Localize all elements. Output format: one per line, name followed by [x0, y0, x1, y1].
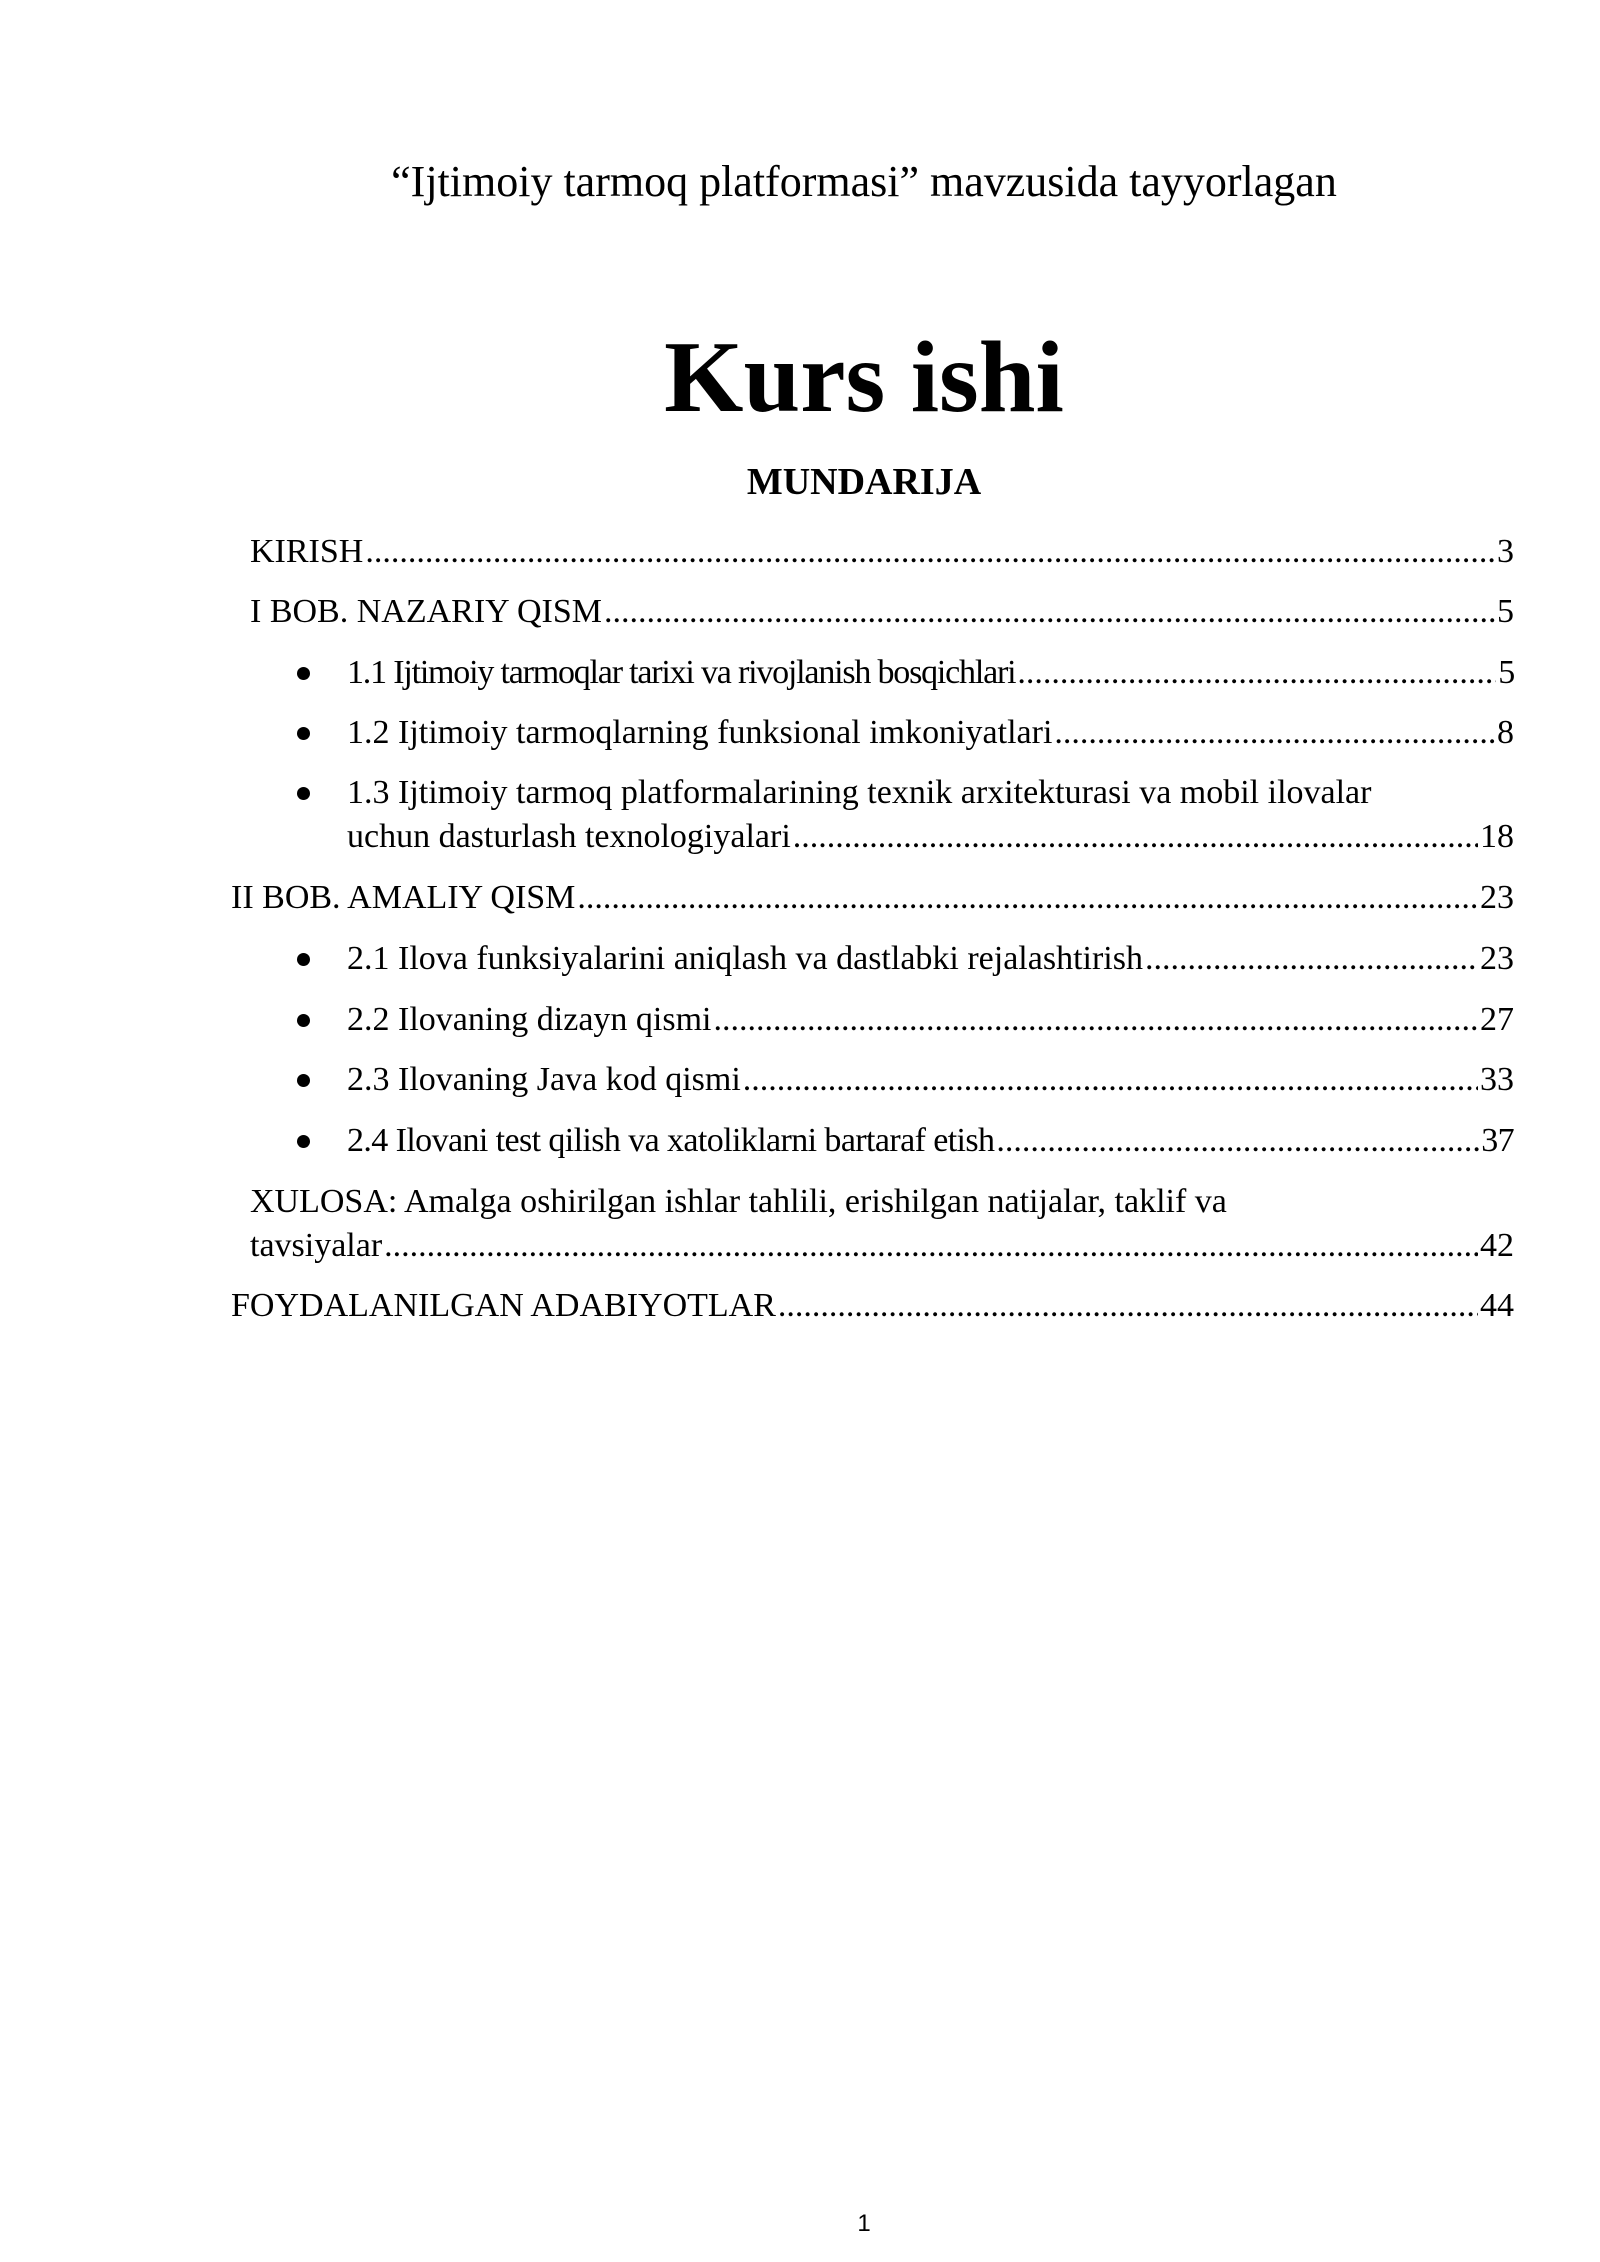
toc-entry-section-1-2[interactable]: [347, 711, 1514, 755]
toc-entry-label: 2.4 Ilovani test qilish va xatoliklarni bartaraf etish: [347, 1122, 995, 1159]
bullet-icon: [297, 953, 310, 966]
toc-entry-page: 8: [1497, 714, 1514, 751]
toc-entry-page: 42: [1480, 1227, 1514, 1264]
toc-dot-leader: [743, 1058, 1478, 1102]
toc-dot-leader: [1145, 937, 1478, 981]
bullet-icon: [297, 1014, 310, 1027]
toc-entry-label-line-1: 1.3 Ijtimoiy tarmoq platformalarining texnik arxitekturasi va mobil ilovalar: [347, 774, 1372, 811]
toc-entry-label-line-1: XULOSA: Amalga oshirilgan ishlar tahlili, erishilgan natijalar, taklif va: [250, 1183, 1227, 1220]
toc-dot-leader: [1017, 651, 1496, 695]
toc-entry-section-1-1[interactable]: [347, 651, 1514, 695]
toc-entry-label: uchun dasturlash texnologiyalari: [347, 818, 791, 855]
toc-dot-leader: [793, 815, 1478, 859]
bullet-icon: [297, 1135, 310, 1148]
toc-entry-page: 27: [1480, 1001, 1514, 1038]
toc-dot-leader: [1054, 711, 1495, 755]
toc-entry-section-2-2[interactable]: [347, 998, 1514, 1042]
toc-entry-chapter-1[interactable]: [250, 590, 1514, 634]
toc-entry-label: 2.2 Ilovaning dizayn qismi: [347, 1001, 712, 1038]
toc-entry-xulosa[interactable]: [250, 1224, 1514, 1268]
toc-entry-references[interactable]: [231, 1284, 1514, 1328]
toc-entry-page: 44: [1480, 1287, 1514, 1324]
toc-entry-label: KIRISH: [250, 533, 364, 570]
toc-entry-kirish[interactable]: [250, 530, 1514, 574]
document-subtitle: “Ijtimoiy tarmoq platformasi” mavzusida tayyorlagan: [391, 157, 1337, 206]
toc-dot-leader: [604, 590, 1495, 634]
toc-entry-page: 3: [1497, 533, 1514, 570]
toc-entry-page: 5: [1498, 654, 1514, 691]
toc-entry-page: 33: [1480, 1061, 1514, 1098]
toc-entry-label: FOYDALANILGAN ADABIYOTLAR: [231, 1287, 776, 1324]
toc-entry-label: 2.1 Ilova funksiyalarini aniqlash va dastlabki rejalashtirish: [347, 940, 1143, 977]
bullet-icon: [297, 727, 310, 740]
toc-entry-page: 5: [1497, 593, 1514, 630]
toc-dot-leader: [365, 530, 1495, 574]
toc-entry-label: 1.2 Ijtimoiy tarmoqlarning funksional imkoniyatlari: [347, 714, 1053, 751]
toc-entry-page: 37: [1481, 1122, 1514, 1159]
toc-heading: MUNDARIJA: [746, 461, 982, 503]
document-title: Kurs ishi: [664, 321, 1064, 434]
toc-entry-section-2-1[interactable]: [347, 937, 1514, 981]
toc-dot-leader: [714, 998, 1478, 1042]
toc-dot-leader: [384, 1224, 1478, 1268]
toc-entry-label: tavsiyalar: [250, 1227, 383, 1264]
bullet-icon: [297, 1074, 310, 1087]
toc-entry-page: 23: [1480, 879, 1514, 916]
toc-dot-leader: [778, 1284, 1478, 1328]
toc-entry-page: 23: [1480, 940, 1514, 977]
bullet-icon: [297, 787, 310, 800]
toc-entry-label: 2.3 Ilovaning Java kod qismi: [347, 1061, 741, 1098]
bullet-icon: [297, 667, 310, 680]
toc-entry-section-1-3[interactable]: [347, 815, 1514, 859]
toc-entry-section-2-4[interactable]: [347, 1119, 1514, 1163]
toc-dot-leader: [996, 1119, 1479, 1163]
toc-entry-chapter-2[interactable]: [231, 876, 1514, 920]
toc-entry-page: 18: [1480, 818, 1514, 855]
toc-entry-label: I BOB. NAZARIY QISM: [250, 593, 602, 630]
toc-entry-section-2-3[interactable]: [347, 1058, 1514, 1102]
toc-dot-leader: [577, 876, 1478, 920]
page-number: 1: [857, 2210, 871, 2237]
toc-entry-label: II BOB. AMALIY QISM: [231, 879, 576, 916]
toc-entry-label: 1.1 Ijtimoiy tarmoqlar tarixi va rivojlanish bosqichlari: [347, 654, 1016, 691]
